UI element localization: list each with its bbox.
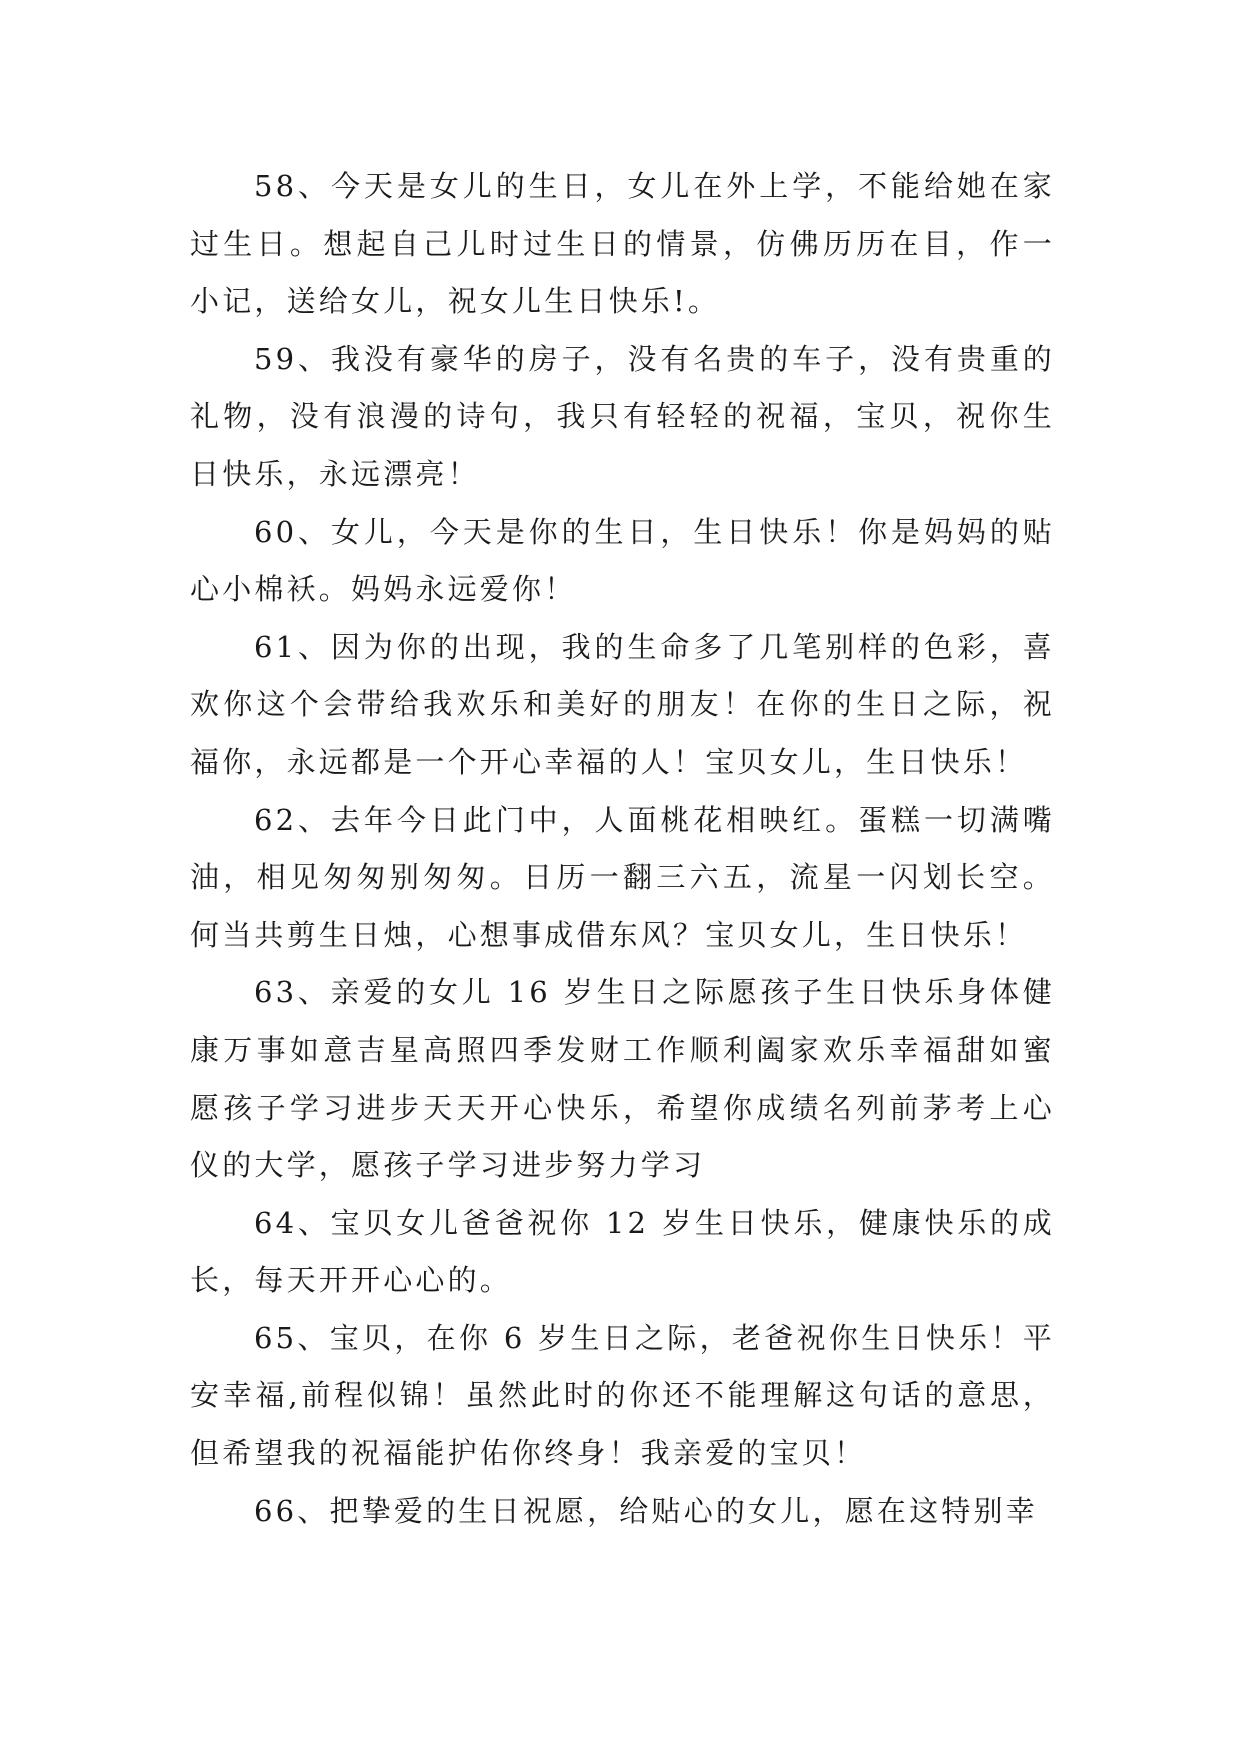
paragraph-64: 64、宝贝女儿爸爸祝你 12 岁生日快乐，健康快乐的成长，每天开开心心的。 bbox=[190, 1205, 1055, 1298]
paragraph-66: 66、把挚爱的生日祝愿，给贴心的女儿，愿在这特别幸 bbox=[254, 1493, 1038, 1528]
paragraph-63: 63、亲爱的女儿 16 岁生日之际愿孩子生日快乐身体健康万事如意吉星高照四季发财工作顺利阖家欢乐幸福甜如蜜愿孩子学习进步天天开心快乐，希望你成绩名列前茅考上心仪的大学，愿孩子学习进步努力学习 bbox=[190, 975, 1055, 1183]
paragraph-65: 65、宝贝，在你 6 岁生日之际，老爸祝你生日快乐！平安幸福,前程似锦！虽然此时的你还不能理解这句话的意思，但希望我的祝福能护佑你终身！我亲爱的宝贝！ bbox=[190, 1320, 1055, 1471]
paragraph-58: 58、今天是女儿的生日，女儿在外上学，不能给她在家过生日。想起自己儿时过生日的情景，仿佛历历在目，作一小记，送给女儿，祝女儿生日快乐!。 bbox=[190, 169, 1055, 319]
paragraph-62: 62、去年今日此门中，人面桃花相映红。蛋糕一切满嘴油，相见匆匆别匆匆。日历一翻三六五，流星一闪划长空。何当共剪生日烛，心想事成借东风？宝贝女儿，生日快乐！ bbox=[190, 802, 1055, 952]
paragraph-60: 60、女儿，今天是你的生日，生日快乐！你是妈妈的贴心小棉袄。妈妈永远爱你！ bbox=[190, 514, 1055, 607]
paragraph-61: 61、因为你的出现，我的生命多了几笔别样的色彩，喜欢你这个会带给我欢乐和美好的朋友！在你的生日之际，祝福你，永远都是一个开心幸福的人！宝贝女儿，生日快乐！ bbox=[190, 629, 1055, 779]
document-page bbox=[190, 158, 1055, 1540]
paragraph-59: 59、我没有豪华的房子，没有名贵的车子，没有贵重的礼物，没有浪漫的诗句，我只有轻轻的祝福，宝贝，祝你生日快乐，永远漂亮！ bbox=[190, 341, 1055, 491]
